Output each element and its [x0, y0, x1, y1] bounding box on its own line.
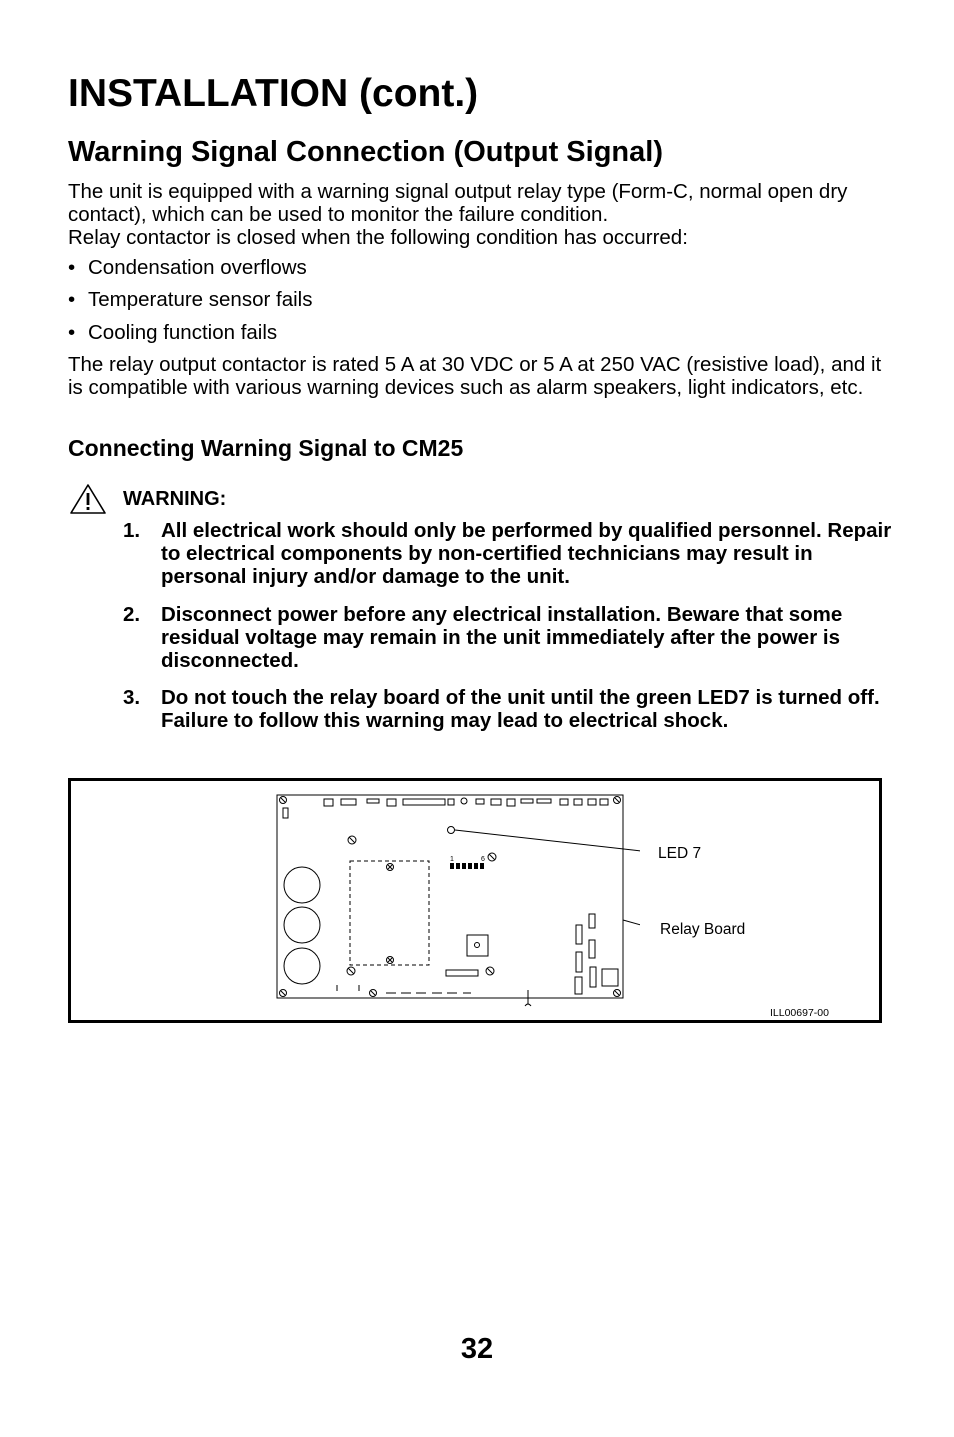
warning-item: 3. Do not touch the relay board of the unit until the green LED7 is turned off. Failure to follow this warning may lead to electrical shock.: [123, 686, 880, 732]
relay-board-callout: Relay Board: [660, 921, 746, 938]
figure-id: ILL00697-00: [770, 1007, 829, 1019]
page-title: INSTALLATION (cont.): [68, 72, 479, 115]
rating-paragraph: The relay output contactor is rated 5 A at 30 VDC or 5 A at 250 VAC (resistive load), and it is compatible with various warning devices such as alarm speakers, light indicators, etc.: [68, 353, 882, 399]
list-item: • Cooling function fails: [68, 321, 278, 344]
subsection-title: Connecting Warning Signal to CM25: [68, 435, 464, 461]
relay-board-diagram: [270, 788, 640, 1013]
warning-label: WARNING:: [123, 488, 227, 510]
intro-paragraph: The unit is equipped with a warning signal output relay type (Form-C, normal open dry contact), which can be used to monitor the failure condition.: [68, 180, 848, 226]
condition-intro: Relay contactor is closed when the following condition has occurred:: [68, 226, 688, 249]
pin-label-end: 6: [481, 856, 485, 863]
section-title: Warning Signal Connection (Output Signal): [68, 136, 663, 168]
warning-item: 2. Disconnect power before any electrical installation. Beware that some residual voltage may remain in the unit immediately after the power is disconnected.: [123, 603, 843, 672]
page-number: 32: [460, 1333, 494, 1365]
led7-callout: LED 7: [658, 845, 702, 862]
list-item: • Condensation overflows: [68, 256, 307, 279]
warning-triangle-icon: [69, 483, 107, 515]
pin-label-start: 1: [450, 856, 454, 863]
list-item: • Temperature sensor fails: [68, 288, 313, 311]
warning-item: 1. All electrical work should only be performed by qualified personnel. Repair to electrical components by non-certified technicians may result in personal injury and/or damage to the unit.: [123, 519, 892, 588]
